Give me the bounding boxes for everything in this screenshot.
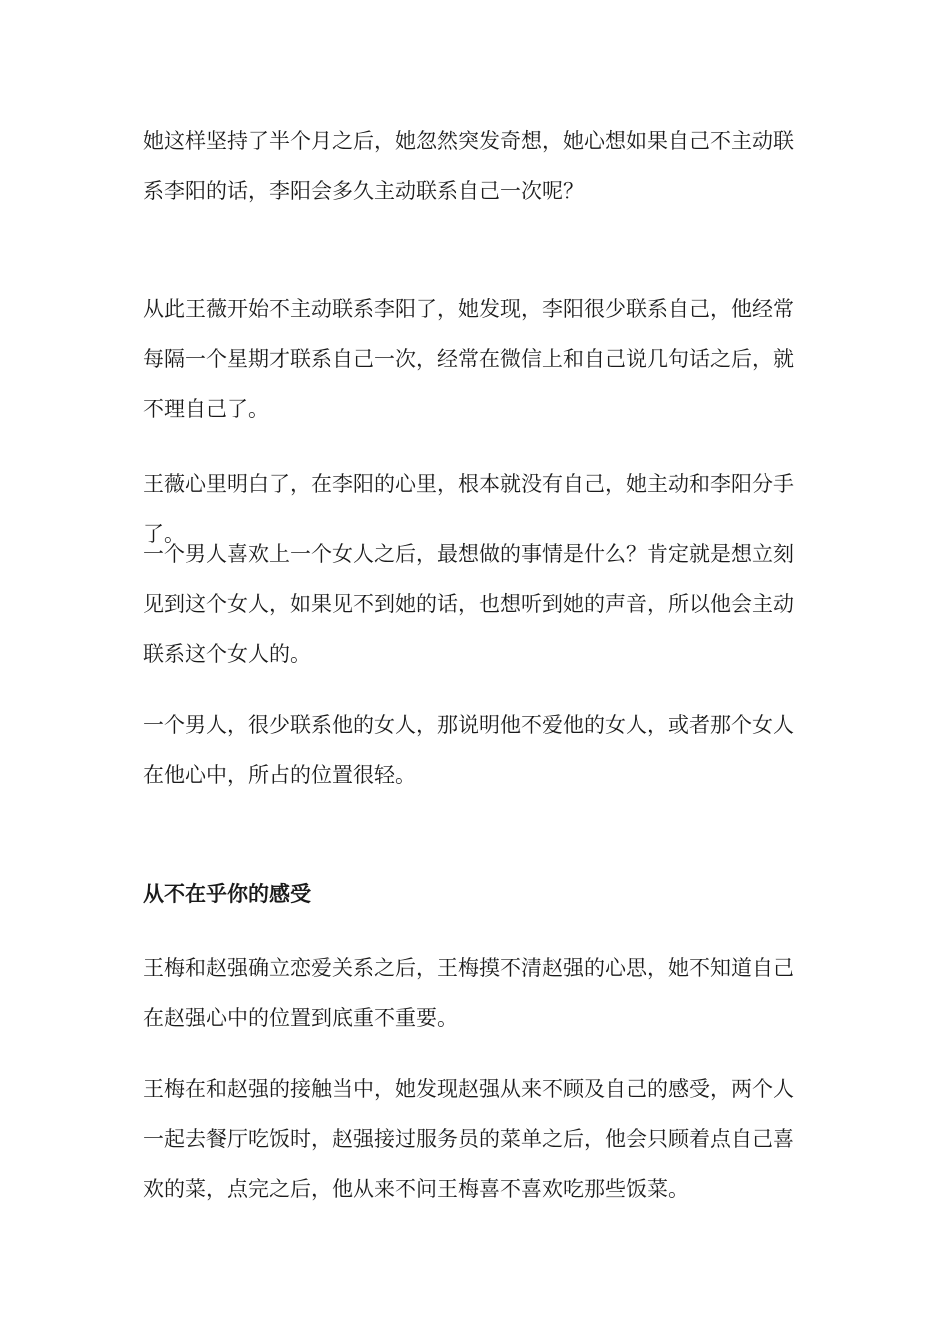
section-heading: 从不在乎你的感受 [143,882,311,906]
paragraph-3: 王薇心里明白了，在李阳的心里，根本就没有自己，她主动和李阳分手了。 [143,472,794,546]
paragraph-1: 她这样坚持了半个月之后，她忽然突发奇想，她心想如果自己不主动联系李阳的话，李阳会多久主动联系自己一次呢？ [143,129,794,203]
paragraph-4: 一个男人喜欢上一个女人之后，最想做的事情是什么？肯定就是想立刻见到这个女人，如果见不到她的话，也想听到她的声音，所以他会主动联系这个女人的。 [143,542,794,666]
section-paragraph-1: 王梅和赵强确立恋爱关系之后，王梅摸不清赵强的心思，她不知道自己在赵强心中的位置到底重不重要。 [143,956,794,1030]
section-paragraph-2: 王梅在和赵强的接触当中，她发现赵强从来不顾及自己的感受，两个人一起去餐厅吃饭时，赵强接过服务员的菜单之后，他会只顾着点自己喜欢的菜，点完之后，他从来不问王梅喜不喜欢吃那些饭菜。 [143,1077,794,1201]
paragraph-2: 从此王薇开始不主动联系李阳了，她发现，李阳很少联系自己，他经常每隔一个星期才联系自己一次，经常在微信上和自己说几句话之后，就不理自己了。 [143,297,794,421]
paragraph-5: 一个男人，很少联系他的女人，那说明他不爱他的女人，或者那个女人在他心中，所占的位置很轻。 [143,713,794,787]
